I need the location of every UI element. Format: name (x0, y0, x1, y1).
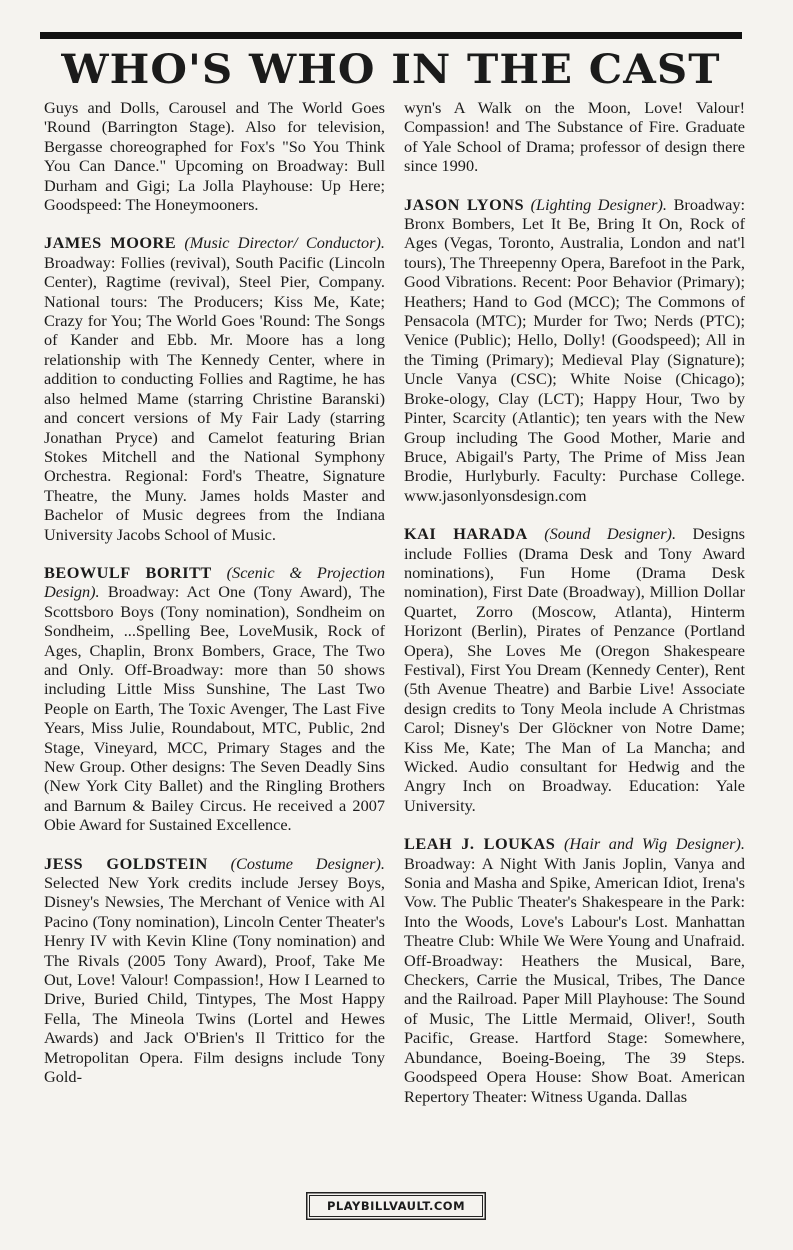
bio-name: JESS GOLDSTEIN (44, 853, 208, 873)
bio-name: KAI HARADA (404, 524, 528, 544)
page-title: WHO'S WHO IN THE CAST (61, 46, 721, 93)
continued-bio (44, 98, 385, 214)
bio-text: wyn's A Walk on the Moon, Love! Valour! Compassion! and The Substance of Fire. Graduate of Yale School of Drama; professor of design there since 1990. (404, 98, 745, 176)
bio-text: Broadway: Bronx Bombers, Let It Be, Bring It On, Rock of Ages (Vegas, Toronto, Australia, London and nat'l tours), The Threepenny Opera, Barefoot in the Park, Good Vibrations. Recent: Poor Behavior (Primary); Heathers; Hand to God (MCC); The Commons of Pensacola (MTC); Murder for Two; Nerds (PTC); Venice (Public); Hello, Dolly! (Goodspeed); All in the Timing (Primary); Medieval Play (Signature); Uncle Vanya (CSC); White Noise (Chicago); Broke-ology, Clay (LCT); Happy Hour, Two by Pinter, Scarcity (Atlantic); ten years with the New Group including The Good Mother, Marie and Bruce, Abigail's Party, The Prime of Miss Jean Brodie, Hurlyburly. Faculty: Purchase College. www.jasonlyonsdesign.com (404, 194, 745, 505)
bio-text: Broadway: Act One (Tony Award), The Scottsboro Boys (Tony nomination), Sondheim on Sondheim, ...Spelling Bee, LoveMusik, Rock of Ages, Chaplin, Bronx Bombers, Grace, The Two and Only. Off-Broadway: more than 50 shows including Little Miss Sunshine, The Last Two People on Earth, The Toxic Avenger, The Last Five Years, Miss Julie, Roundabout, MTC, Public, 2nd Stage, Vineyard, MCC, Primary Stages and the New Group. Other designs: The Seven Deadly Sins (New York City Ballet) and the Ringling Brothers and Barnum & Bailey Circus. He received a 2007 Obie Award for Sustained Excellence. (44, 582, 385, 835)
continued-bio (404, 98, 745, 176)
bio-leah-loukas (404, 834, 745, 1106)
bio-jess-goldstein (44, 854, 385, 1087)
bio-name: JAMES MOORE (44, 233, 177, 253)
bio-name: LEAH J. LOUKAS (404, 834, 556, 854)
bio-role: (Costume Designer). (230, 853, 385, 873)
bio-beowulf-boritt (44, 563, 385, 835)
bio-text: Broadway: Follies (revival), South Pacific (Lincoln Center), Ragtime (revival), Steel Pier, Company. National tours: The Producers; Kiss Me, Kate; Crazy for You; The World Goes 'Round: The Songs of Kander and Ebb. Mr. Moore has a long relationship with The Kennedy Center, where in addition to conducting Follies and Ragtime, he has also helmed Mame (starring Christine Baranski) and concert versions of My Fair Lady (starring Jonathan Pryce) and Camelot featuring Brian Stokes Mitchell and the National Symphony Orchestra. Regional: Ford's Theatre, Signature Theatre, the Muny. James holds Master and Bachelor of Music degrees from the Indiana University Jacobs School of Music. (44, 252, 385, 544)
right-column (404, 98, 745, 1125)
bio-jason-lyons (404, 195, 745, 506)
bio-name: JASON LYONS (404, 194, 525, 214)
bio-name: BEOWULF BORITT (44, 562, 212, 582)
footer-badge: PLAYBILLVAULT.COM (309, 1195, 483, 1217)
bio-role: (Hair and Wig Designer). (564, 834, 745, 854)
bio-text: Selected New York credits include Jersey Boys, Disney's Newsies, The Merchant of Venice with Al Pacino (Tony nomination), Lincoln Center Theater's Henry IV with Kevin Kline (Tony nomination) and The Rivals (2005 Tony Award), Proof, Take Me Out, Love! Valour! Compassion!, How I Learned to Drive, Buried Child, Tintypes, The Most Happy Fella, The Mineola Twins (Lortel and Hewes Awards) and Jack O'Brien's Il Trittico for the Metropolitan Opera. Film designs include Tony Gold- (44, 873, 385, 1087)
bio-role: (Lighting Designer). (530, 194, 667, 214)
bio-text: Designs include Follies (Drama Desk and Tony Award nominations), Fun Home (Drama Desk nomination), First Date (Broadway), Million Dollar Quartet, Zorro (Moscow, Atlanta), Hinterm Horizont (Berlin), Pirates of Penzance (Portland Opera), She Loves Me (Oregon Shakespeare Festival), First You Dream (Kennedy Center), Rent (5th Avenue Theatre) and Barbie Live! Associate design credits to Tony Meola include A Christmas Carol; Disney's Der Glöckner von Notre Dame; Kiss Me, Kate; The Man of La Mancha; and Wicked. Audio consultant for Hedwig and the Angry Inch on Broadway. Education: Yale University. (404, 524, 745, 815)
bio-james-moore (44, 233, 385, 544)
left-column (44, 98, 385, 1106)
bio-role: (Scenic & Projection Design). (44, 562, 385, 602)
bio-role: (Music Director/ Conductor). (184, 233, 385, 253)
header-rule (40, 32, 742, 39)
bio-role: (Sound Designer). (544, 524, 677, 544)
bio-text: Broadway: A Night With Janis Joplin, Vanya and Sonia and Masha and Spike, American Idiot, Irena's Vow. The Public Theater's Shakespeare in the Park: Into the Woods, Love's Labour's Lost. Manhattan Theatre Club: While We Were Young and Unafraid. Off-Broadway: Heathers the Musical, Bare, Checkers, Carrie the Musical, Tribes, The Dance and the Railroad. Paper Mill Playhouse: The Sound of Music, The Little Mermaid, Oliver!, South Pacific, Grease. Hartford Stage: Somewhere, Abundance, Boeing-Boeing, The 39 Steps. Goodspeed Opera House: Show Boat. American Repertory Theater: Witness Uganda. Dallas (404, 853, 745, 1106)
bio-text: Guys and Dolls, Carousel and The World Goes 'Round (Barrington Stage). Also for television, Bergasse choreographed for Fox's "So You Think You Can Dance." Upcoming on Broadway: Bull Durham and Gigi; La Jolla Playhouse: Up Here; Goodspeed: The Honeymooners. (44, 98, 385, 215)
bio-kai-harada (404, 524, 745, 815)
